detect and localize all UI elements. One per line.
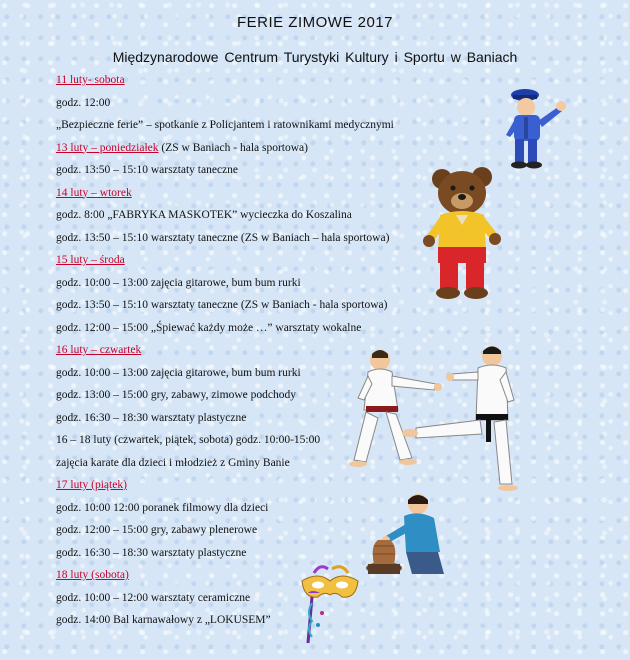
schedule-day: [56, 187, 132, 199]
schedule-item: godz. 10:00 – 12:00 warsztaty ceramiczne: [56, 591, 251, 604]
schedule-item: godz. 10:00 12:00 poranek filmowy dla dzieci: [56, 501, 269, 514]
schedule-item: godz. 12:00: [56, 96, 111, 109]
schedule-item: godz. 13:50 – 15:10 warsztaty taneczne (ZS w Baniach - hala sportowa): [56, 299, 388, 311]
schedule-date: 18 luty (sobota): [56, 569, 129, 581]
schedule-date: 14 luty – wtorek: [56, 186, 132, 199]
schedule-date: 11 luty- sobota: [56, 74, 125, 86]
schedule-date: 17 luty (piątek): [56, 479, 127, 491]
schedule-item: 16 – 18 luty (czwartek, piątek, sobota) godz. 10:00-15:00: [56, 434, 321, 446]
schedule-item: godz. 12:00 – 15:00 gry, zabawy plenerowe: [56, 524, 258, 536]
policeman-illustration: [500, 85, 570, 171]
schedule-date: 16 luty – czwartek: [56, 344, 142, 356]
schedule-location: (ZS w Baniach - hala sportowa): [158, 141, 308, 154]
teddy-bear-illustration: [420, 163, 502, 301]
schedule-item: godz. 10:00 – 13:00 zajęcia gitarowe, bum bum rurki: [56, 276, 301, 289]
page-subtitle: Międzynarodowe Centrum Turystyki Kultury i Sportu w Baniach: [112, 49, 518, 65]
schedule-item: godz. 16:30 – 18:30 warsztaty plastyczne: [56, 546, 247, 559]
page-title: FERIE ZIMOWE 2017: [236, 14, 394, 31]
schedule-day: [56, 142, 308, 154]
schedule-day: [56, 74, 125, 86]
schedule-item: „Bezpieczne ferie” – spotkanie z Policjantem i ratownikami medycznymi: [56, 119, 394, 131]
schedule-date: 15 luty – środa: [56, 254, 125, 266]
schedule-item: godz. 13:50 – 15:10 warsztaty taneczne (ZS w Baniach – hala sportowa): [56, 231, 390, 244]
schedule-item: godz. 14:00 Bal karnawałowy z „LOKUSEM”: [56, 614, 271, 626]
karate-illustration: [346, 344, 522, 504]
schedule-item: godz. 10:00 – 13:00 zajęcia gitarowe, bum bum rurki: [56, 366, 301, 379]
schedule-date: 13 luty – poniedziałek: [56, 141, 159, 154]
schedule-day: [56, 569, 129, 581]
potter-illustration: [360, 490, 456, 580]
schedule-item: godz. 8:00 „FABRYKA MASKOTEK” wycieczka do Koszalina: [56, 209, 352, 221]
schedule-item: zajęcia karate dla dzieci i młodzież z Gminy Banie: [56, 456, 290, 469]
schedule-item: godz. 12:00 – 15:00 „Śpiewać każdy może …” warsztaty wokalne: [56, 321, 362, 334]
schedule-day: [56, 254, 125, 266]
schedule-item: godz. 13:00 – 15:00 gry, zabawy, zimowe podchody: [56, 389, 296, 401]
carnival-mask-illustration: [298, 565, 362, 647]
schedule-day: [56, 479, 127, 491]
schedule-item: godz. 13:50 – 15:10 warsztaty taneczne: [56, 164, 239, 176]
schedule-day: [56, 344, 141, 356]
schedule-item: godz. 16:30 – 18:30 warsztaty plastyczne: [56, 411, 247, 424]
